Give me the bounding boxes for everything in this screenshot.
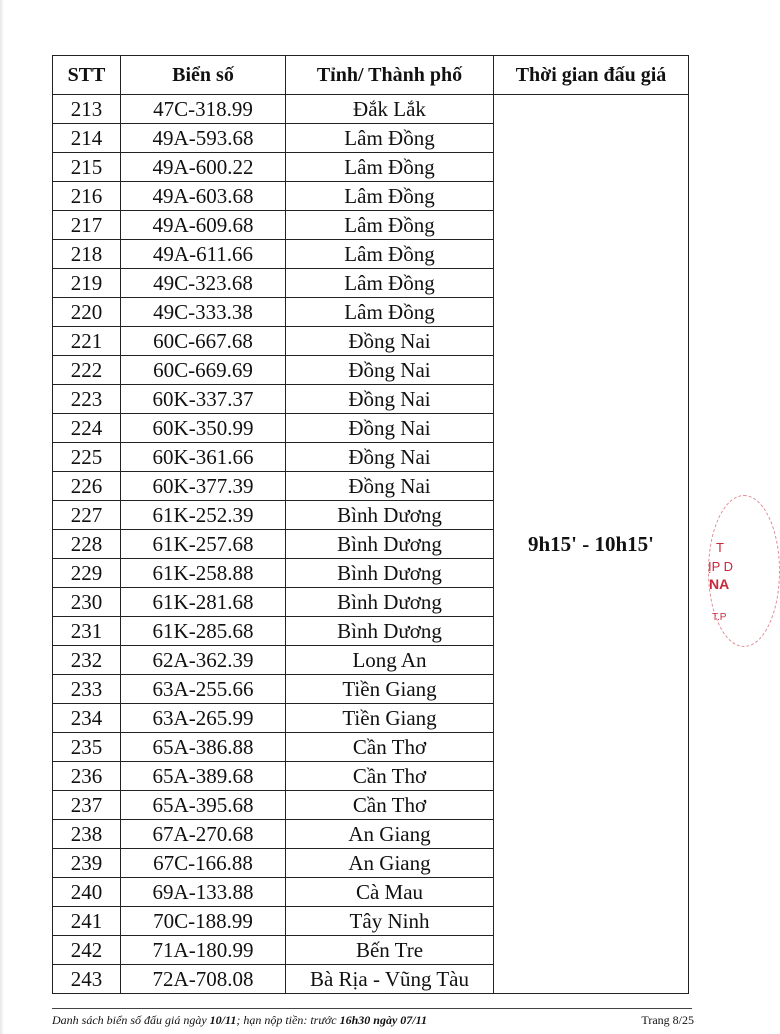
cell-plate: 60K-361.66	[121, 443, 286, 472]
cell-province: Lâm Đồng	[286, 211, 494, 240]
cell-stt: 213	[53, 95, 121, 124]
cell-stt: 240	[53, 878, 121, 907]
stamp-text-3: NA	[709, 576, 730, 592]
footer-auction-date: 10/11	[209, 1013, 237, 1027]
cell-province: Lâm Đồng	[286, 269, 494, 298]
header-stt: STT	[53, 56, 121, 95]
cell-stt: 228	[53, 530, 121, 559]
cell-stt: 214	[53, 124, 121, 153]
cell-province: Bến Tre	[286, 936, 494, 965]
cell-stt: 216	[53, 182, 121, 211]
cell-province: Lâm Đồng	[286, 298, 494, 327]
cell-stt: 232	[53, 646, 121, 675]
table-row	[53, 95, 689, 124]
cell-stt: 241	[53, 907, 121, 936]
cell-stt: 233	[53, 675, 121, 704]
cell-province: An Giang	[286, 820, 494, 849]
cell-plate: 61K-257.68	[121, 530, 286, 559]
cell-plate: 60K-377.39	[121, 472, 286, 501]
cell-stt: 234	[53, 704, 121, 733]
cell-plate: 72A-708.08	[121, 965, 286, 994]
cell-plate: 49A-609.68	[121, 211, 286, 240]
cell-province: Đồng Nai	[286, 443, 494, 472]
cell-province: Bình Dương	[286, 588, 494, 617]
header-province: Tỉnh/ Thành phố	[286, 56, 494, 95]
cell-plate: 63A-255.66	[121, 675, 286, 704]
cell-province: Lâm Đồng	[286, 182, 494, 211]
cell-plate: 61K-258.88	[121, 559, 286, 588]
cell-province: Lâm Đồng	[286, 240, 494, 269]
cell-stt: 218	[53, 240, 121, 269]
cell-plate: 67A-270.68	[121, 820, 286, 849]
cell-plate: 60K-350.99	[121, 414, 286, 443]
footer-prefix: Danh sách biển số đấu giá ngày	[52, 1013, 207, 1027]
cell-stt: 220	[53, 298, 121, 327]
cell-province: Bình Dương	[286, 617, 494, 646]
table-body	[53, 95, 689, 994]
cell-stt: 239	[53, 849, 121, 878]
red-seal-stamp	[700, 495, 740, 655]
header-auction-time: Thời gian đấu giá	[494, 56, 689, 95]
cell-stt: 230	[53, 588, 121, 617]
cell-plate: 65A-395.68	[121, 791, 286, 820]
cell-plate: 67C-166.88	[121, 849, 286, 878]
cell-stt: 235	[53, 733, 121, 762]
cell-stt: 223	[53, 385, 121, 414]
cell-province: Tây Ninh	[286, 907, 494, 936]
cell-plate: 49A-611.66	[121, 240, 286, 269]
cell-province: Lâm Đồng	[286, 153, 494, 182]
cell-stt: 242	[53, 936, 121, 965]
header-plate: Biển số	[121, 56, 286, 95]
cell-province: An Giang	[286, 849, 494, 878]
cell-stt: 237	[53, 791, 121, 820]
cell-stt: 219	[53, 269, 121, 298]
cell-stt: 222	[53, 356, 121, 385]
cell-province: Lâm Đồng	[286, 124, 494, 153]
cell-plate: 61K-285.68	[121, 617, 286, 646]
cell-plate: 49C-323.68	[121, 269, 286, 298]
cell-province: Tiền Giang	[286, 704, 494, 733]
cell-province: Cần Thơ	[286, 733, 494, 762]
cell-stt: 243	[53, 965, 121, 994]
cell-plate: 63A-265.99	[121, 704, 286, 733]
cell-stt: 217	[53, 211, 121, 240]
cell-plate: 60C-667.68	[121, 327, 286, 356]
cell-province: Tiền Giang	[286, 675, 494, 704]
cell-plate: 49A-603.68	[121, 182, 286, 211]
cell-stt: 221	[53, 327, 121, 356]
cell-province: Cần Thơ	[286, 762, 494, 791]
stamp-text-1: T	[716, 540, 724, 555]
cell-stt: 231	[53, 617, 121, 646]
page-number: Trang 8/25	[641, 1013, 694, 1027]
cell-plate: 49A-593.68	[121, 124, 286, 153]
cell-plate: 47C-318.99	[121, 95, 286, 124]
cell-province: Đồng Nai	[286, 327, 494, 356]
cell-stt: 224	[53, 414, 121, 443]
cell-province: Đắk Lắk	[286, 95, 494, 124]
cell-plate: 60C-669.69	[121, 356, 286, 385]
cell-stt: 238	[53, 820, 121, 849]
cell-province: Cần Thơ	[286, 791, 494, 820]
table-header-row	[53, 56, 689, 95]
cell-auction-time: 9h15' - 10h15'	[494, 95, 689, 994]
cell-plate: 65A-389.68	[121, 762, 286, 791]
cell-province: Cà Mau	[286, 878, 494, 907]
license-plate-table	[52, 55, 689, 994]
cell-province: Đồng Nai	[286, 414, 494, 443]
cell-plate: 65A-386.88	[121, 733, 286, 762]
cell-province: Bình Dương	[286, 501, 494, 530]
cell-province: Bình Dương	[286, 530, 494, 559]
cell-plate: 60K-337.37	[121, 385, 286, 414]
cell-plate: 49A-600.22	[121, 153, 286, 182]
cell-stt: 225	[53, 443, 121, 472]
cell-province: Đồng Nai	[286, 385, 494, 414]
cell-stt: 215	[53, 153, 121, 182]
cell-plate: 49C-333.38	[121, 298, 286, 327]
cell-province: Bà Rịa - Vũng Tàu	[286, 965, 494, 994]
cell-plate: 62A-362.39	[121, 646, 286, 675]
cell-province: Bình Dương	[286, 559, 494, 588]
cell-stt: 229	[53, 559, 121, 588]
cell-province: Đồng Nai	[286, 356, 494, 385]
cell-province: Đồng Nai	[286, 472, 494, 501]
cell-stt: 226	[53, 472, 121, 501]
footer-note	[52, 1013, 427, 1028]
cell-plate: 69A-133.88	[121, 878, 286, 907]
cell-plate: 70C-188.99	[121, 907, 286, 936]
footer-mid: ; hạn nộp tiền: trước	[236, 1013, 337, 1027]
stamp-text-2: ỊP D	[708, 559, 734, 574]
stamp-text-4: T.P	[712, 612, 727, 623]
cell-plate: 61K-252.39	[121, 501, 286, 530]
cell-province: Long An	[286, 646, 494, 675]
page-footer	[52, 1008, 692, 1029]
cell-stt: 236	[53, 762, 121, 791]
footer-deadline: 16h30 ngày 07/11	[339, 1013, 427, 1027]
page-edge	[0, 0, 4, 1034]
cell-stt: 227	[53, 501, 121, 530]
cell-plate: 61K-281.68	[121, 588, 286, 617]
cell-plate: 71A-180.99	[121, 936, 286, 965]
